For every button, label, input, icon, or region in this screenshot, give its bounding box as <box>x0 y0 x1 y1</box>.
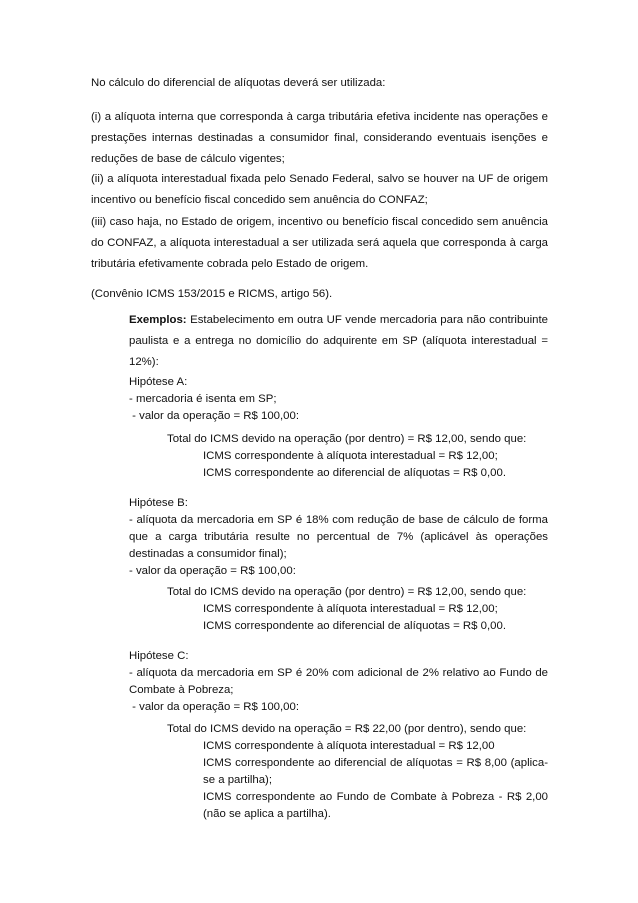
intro-paragraph: No cálculo do diferencial de alíquotas deverá ser utilizada: <box>91 77 386 89</box>
hyp-c-total: Total do ICMS devido na operação = R$ 22,00 (por dentro), sendo que: <box>167 723 527 735</box>
hyp-c-line-1: ICMS correspondente à alíquota interestadual = R$ 12,00 <box>203 740 495 752</box>
hyp-c-title: Hipótese C: <box>129 650 189 662</box>
hyp-a-condition-1: - mercadoria é isenta em SP; <box>129 393 277 405</box>
item-ii-paragraph: (ii) a alíquota interestadual fixada pelo Senado Federal, salvo se houver na UF de origem incentivo ou benefício fiscal concedido sem anuência do CONFAZ; <box>91 173 548 206</box>
hyp-c-condition-2: - valor da operação = R$ 100,00: <box>129 701 300 713</box>
item-i-paragraph: (i) a alíquota interna que corresponda à carga tributária efetiva incidente nas operações e prestações internas destinadas a consumidor final, considerando eventuais isenções e reduções de base de cálculo vigentes; <box>91 111 548 165</box>
reference-paragraph: (Convênio ICMS 153/2015 e RICMS, artigo 56). <box>91 288 333 300</box>
hyp-a-line-1: ICMS correspondente à alíquota interestadual = R$ 12,00; <box>203 450 498 462</box>
hyp-b-total: Total do ICMS devido na operação (por dentro) = R$ 12,00, sendo que: <box>167 586 527 598</box>
hyp-b-line-2: ICMS correspondente ao diferencial de alíquotas = R$ 0,00. <box>203 620 506 632</box>
item-iii-paragraph: (iii) caso haja, no Estado de origem, incentivo ou benefício fiscal concedido sem anuência do CONFAZ, a alíquota interestadual a ser utilizada será aquela que corresponda à carga tributária efetivamente cobrada pelo Estado de origem. <box>91 216 548 270</box>
hyp-b-title: Hipótese B: <box>129 497 188 509</box>
hyp-b-condition-2: - valor da operação = R$ 100,00: <box>129 565 296 577</box>
hyp-b-line-1: ICMS correspondente à alíquota interestadual = R$ 12,00; <box>203 603 498 615</box>
hyp-a-condition-2: - valor da operação = R$ 100,00: <box>129 410 300 422</box>
examples-paragraph <box>129 310 548 373</box>
hyp-c-condition-1: - alíquota da mercadoria em SP é 20% com adicional de 2% relativo ao Fundo de Combate à Pobreza; <box>129 667 548 696</box>
hyp-c-line-3: ICMS correspondente ao Fundo de Combate à Pobreza - R$ 2,00 (não se aplica a partilha). <box>203 791 548 820</box>
hyp-a-line-2: ICMS correspondente ao diferencial de alíquotas = R$ 0,00. <box>203 467 506 479</box>
hyp-a-title: Hipótese A: <box>129 376 188 388</box>
examples-text: Estabelecimento em outra UF vende mercadoria para não contribuinte paulista e a entrega no domicílio do adquirente em SP (alíquota interestadual = 12%): <box>129 314 548 368</box>
hyp-a-total: Total do ICMS devido na operação (por dentro) = R$ 12,00, sendo que: <box>167 433 527 445</box>
hyp-c-line-2: ICMS correspondente ao diferencial de alíquotas = R$ 8,00 (aplica-se a partilha); <box>203 757 548 786</box>
examples-label: Exemplos: <box>129 314 187 326</box>
hyp-b-condition-1: - alíquota da mercadoria em SP é 18% com redução de base de cálculo de forma que a carga tributária resulte no percentual de 7% (aplicável às operações destinadas a consumidor final); <box>129 514 548 560</box>
